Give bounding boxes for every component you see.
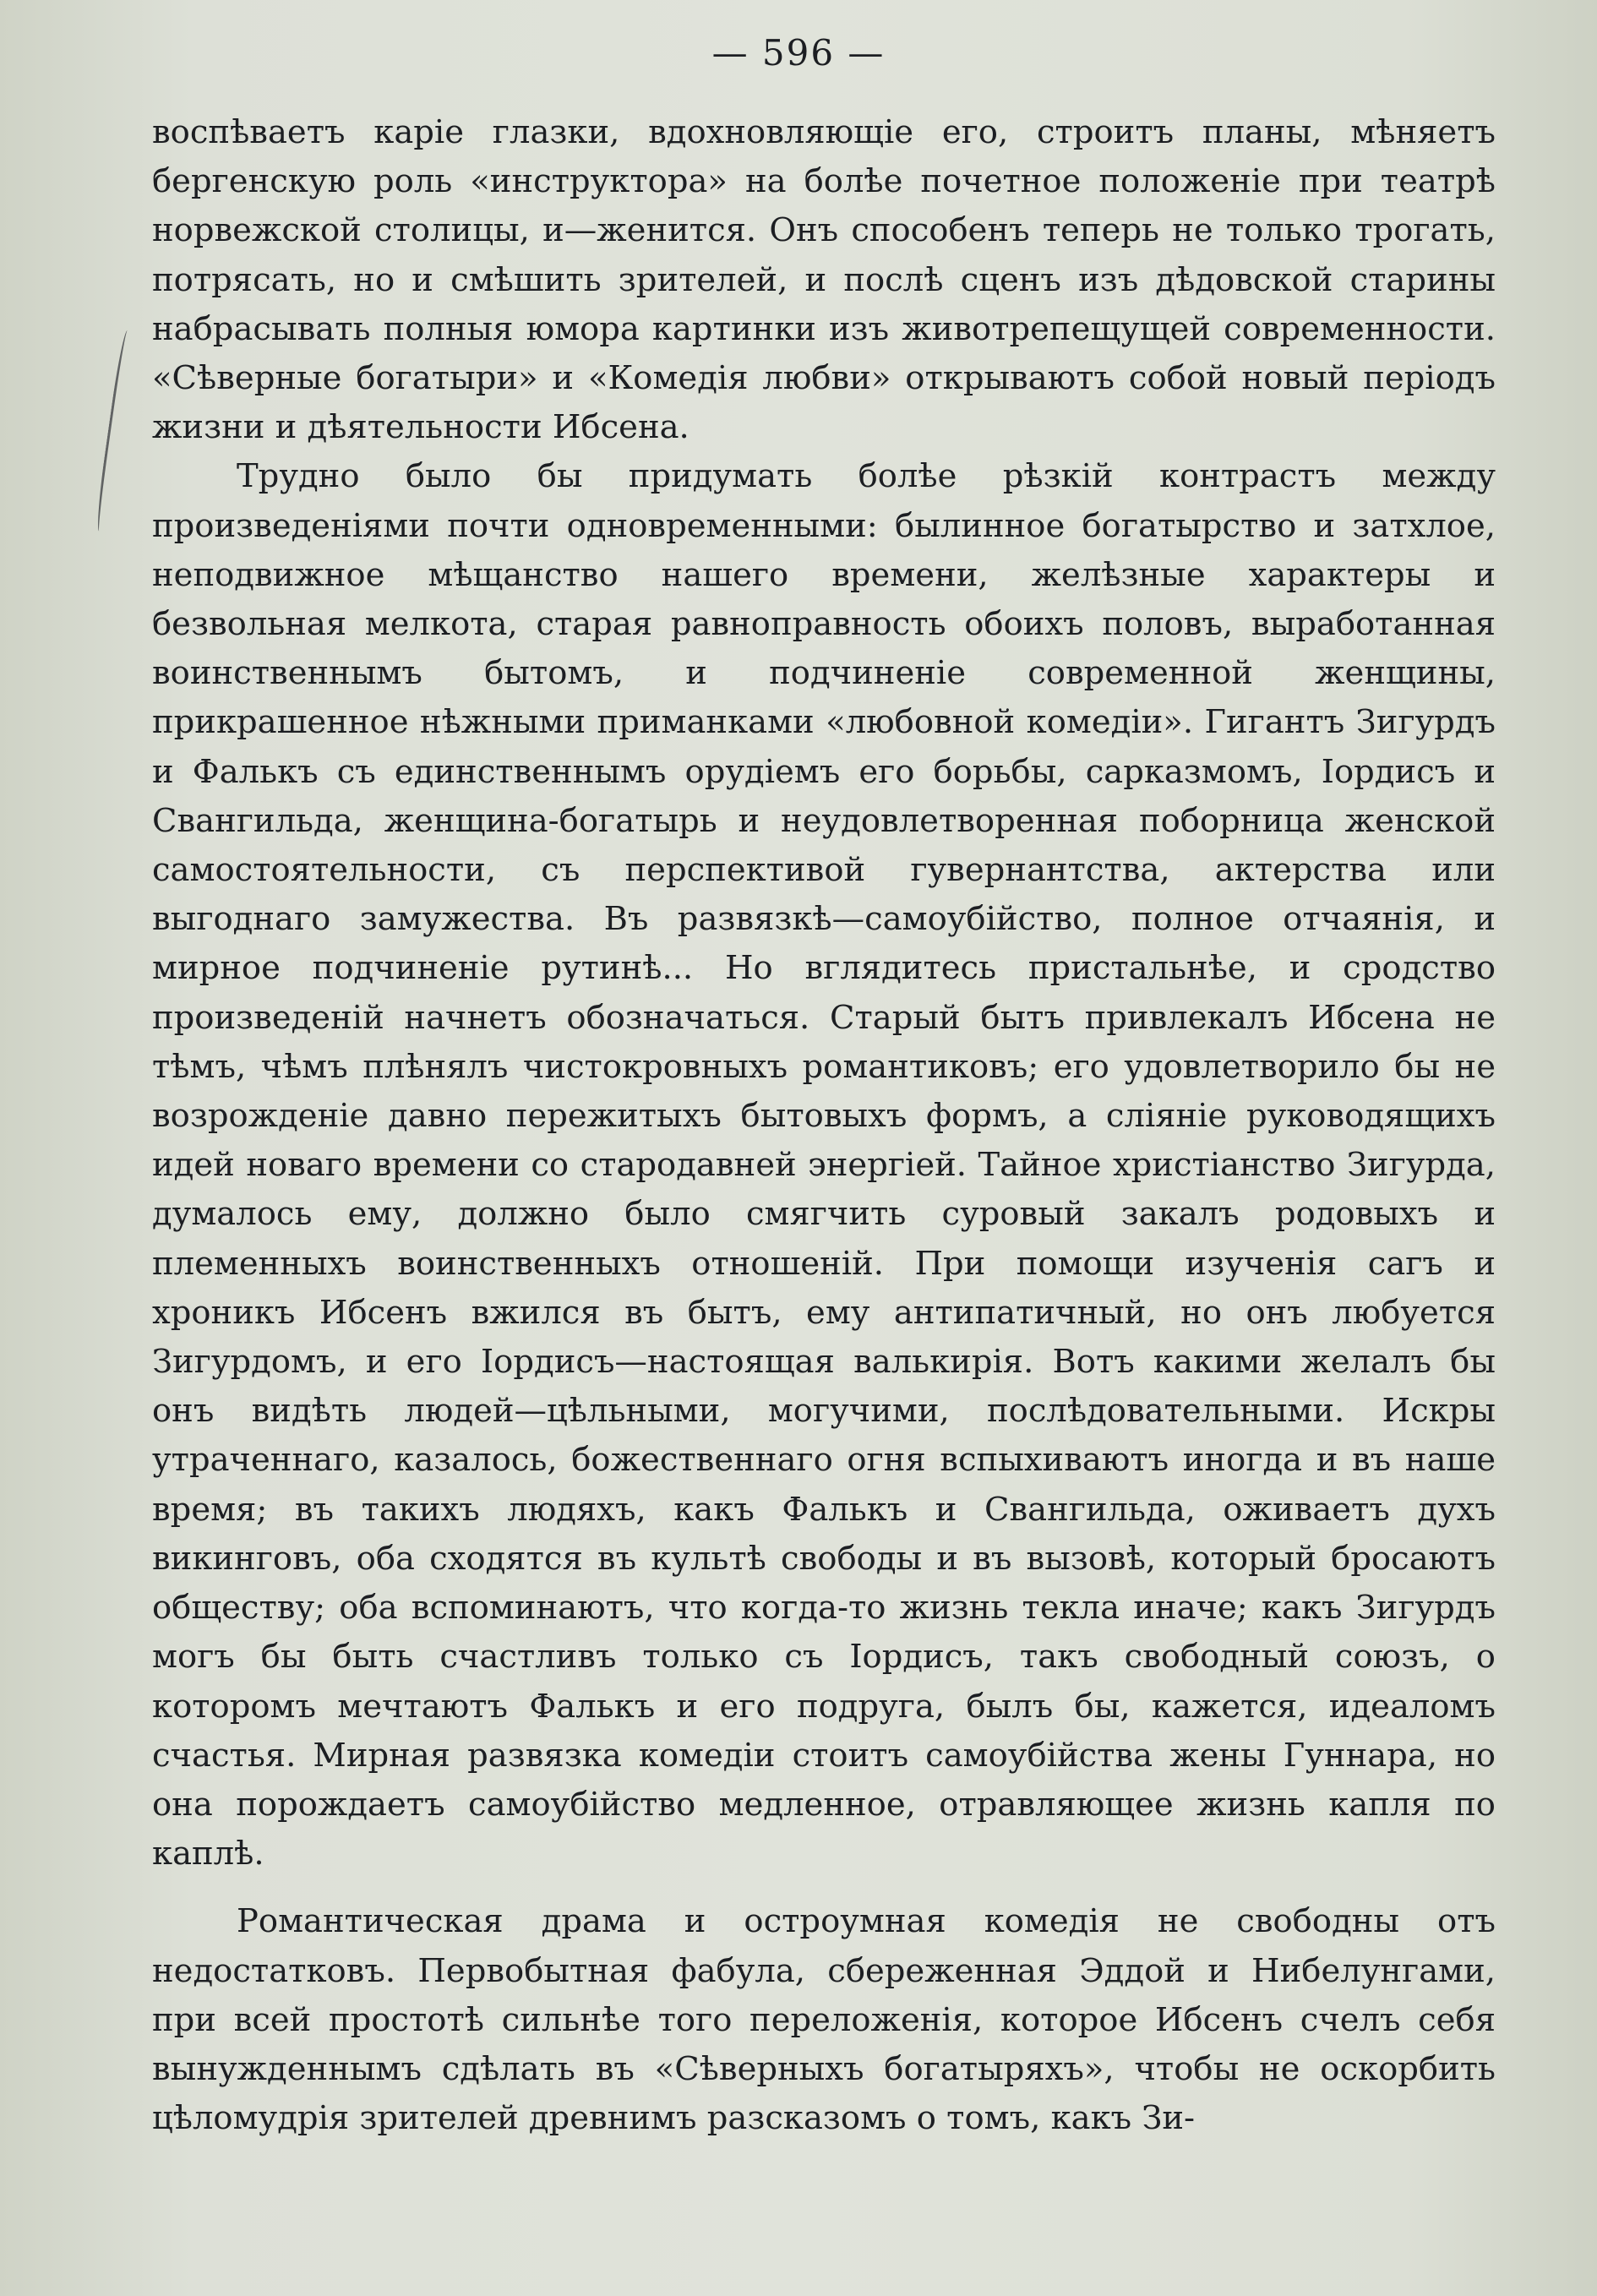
text-body — [152, 108, 1496, 2143]
margin-pencil-mark — [94, 330, 134, 532]
paragraph-3: Романтическая драма и остроумная комедія не свободны отъ недостатковъ. Первобытная фабула, сбереженная Эддой и Нибелунгами, при всей простотѣ сильнѣе того переложенія, которое Ибсенъ счелъ себя вынужденнымъ сдѣлать въ «Сѣверныхъ богатыряхъ», чтобы не оскорбить цѣломудрія зрителей древнимъ разсказомъ о томъ, какъ Зи- — [152, 1902, 1496, 2138]
paragraph-1: воспѣваетъ каріе глазки, вдохновляющіе его, строитъ планы, мѣняетъ бергенскую роль «инструктора» на болѣе почетное положеніе при театрѣ норвежской столицы, и—женится. Онъ способенъ теперь не только трогать, потрясать, но и смѣшить зрителей, и послѣ сценъ изъ дѣдовской старины набрасывать полныя юмора картинки изъ животрепещущей современности. «Сѣверные богатыри» и «Комедія любви» открываютъ собой новый періодъ жизни и дѣятельности Ибсена. — [152, 113, 1496, 447]
paragraph-2: Трудно было бы придумать болѣе рѣзкій контрастъ между произведеніями почти одновременными: былинное богатырство и затхлое, неподвижное мѣщанство нашего времени, желѣзные характеры и безвольная мелкота, старая равноправность обоихъ половъ, выработанная воинственнымъ бытомъ, и подчиненіе современной женщины, прикрашенное нѣжными приманками «любовной комедіи». Гигантъ Зигурдъ и Фалькъ съ единственнымъ орудіемъ его борьбы, сарказмомъ, Іордисъ и Свангильда, женщина-богатырь и неудовлетворенная поборница женской самостоятельности, съ перспективой гувернантства, актерства или выгоднаго замужества. Въ развязкѣ—самоубійство, полное отчаянія, и мирное подчиненіе рутинѣ... Но вглядитесь пристальнѣе, и сродство произведеній начнетъ обозначаться. Старый бытъ привлекалъ Ибсена не тѣмъ, чѣмъ плѣнялъ чистокровныхъ романтиковъ; его удовлетворило бы не возрожденіе давно пережитыхъ бытовыхъ формъ, а сліяніе руководящихъ идей новаго времени со стародавней энергіей. Тайное христіанство Зигурда, думалось ему, должно было смягчить суровый закалъ родовыхъ и племенныхъ воинственныхъ отношеній. При помощи изученія сагъ и хроникъ Ибсенъ вжился въ бытъ, ему антипатичный, но онъ любуется Зигурдомъ, и его Іордисъ—настоящая валькирія. Вотъ какими желалъ бы онъ видѣть людей—цѣльными, могучими, послѣдовательными. Искры утраченнаго, казалось, божественнаго огня вспыхиваютъ иногда и въ наше время; въ такихъ людяхъ, какъ Фалькъ и Свангильда, оживаетъ духъ викинговъ, оба сходятся въ культѣ свободы и въ вызовѣ, который бросаютъ обществу; оба вспоминаютъ, что когда-то жизнь текла иначе; какъ Зигурдъ могъ бы быть счастливъ только съ Іордисъ, такъ свободный союзъ, о которомъ мечтаютъ Фалькъ и его подруга, былъ бы, кажется, идеаломъ счастья. Мирная развязка комедіи стоитъ самоубійства жены Гуннара, но она порождаетъ самоубійство медленное, отравляющее жизнь капля по каплѣ. — [152, 457, 1496, 1873]
page-number: — 596 — — [711, 32, 886, 74]
